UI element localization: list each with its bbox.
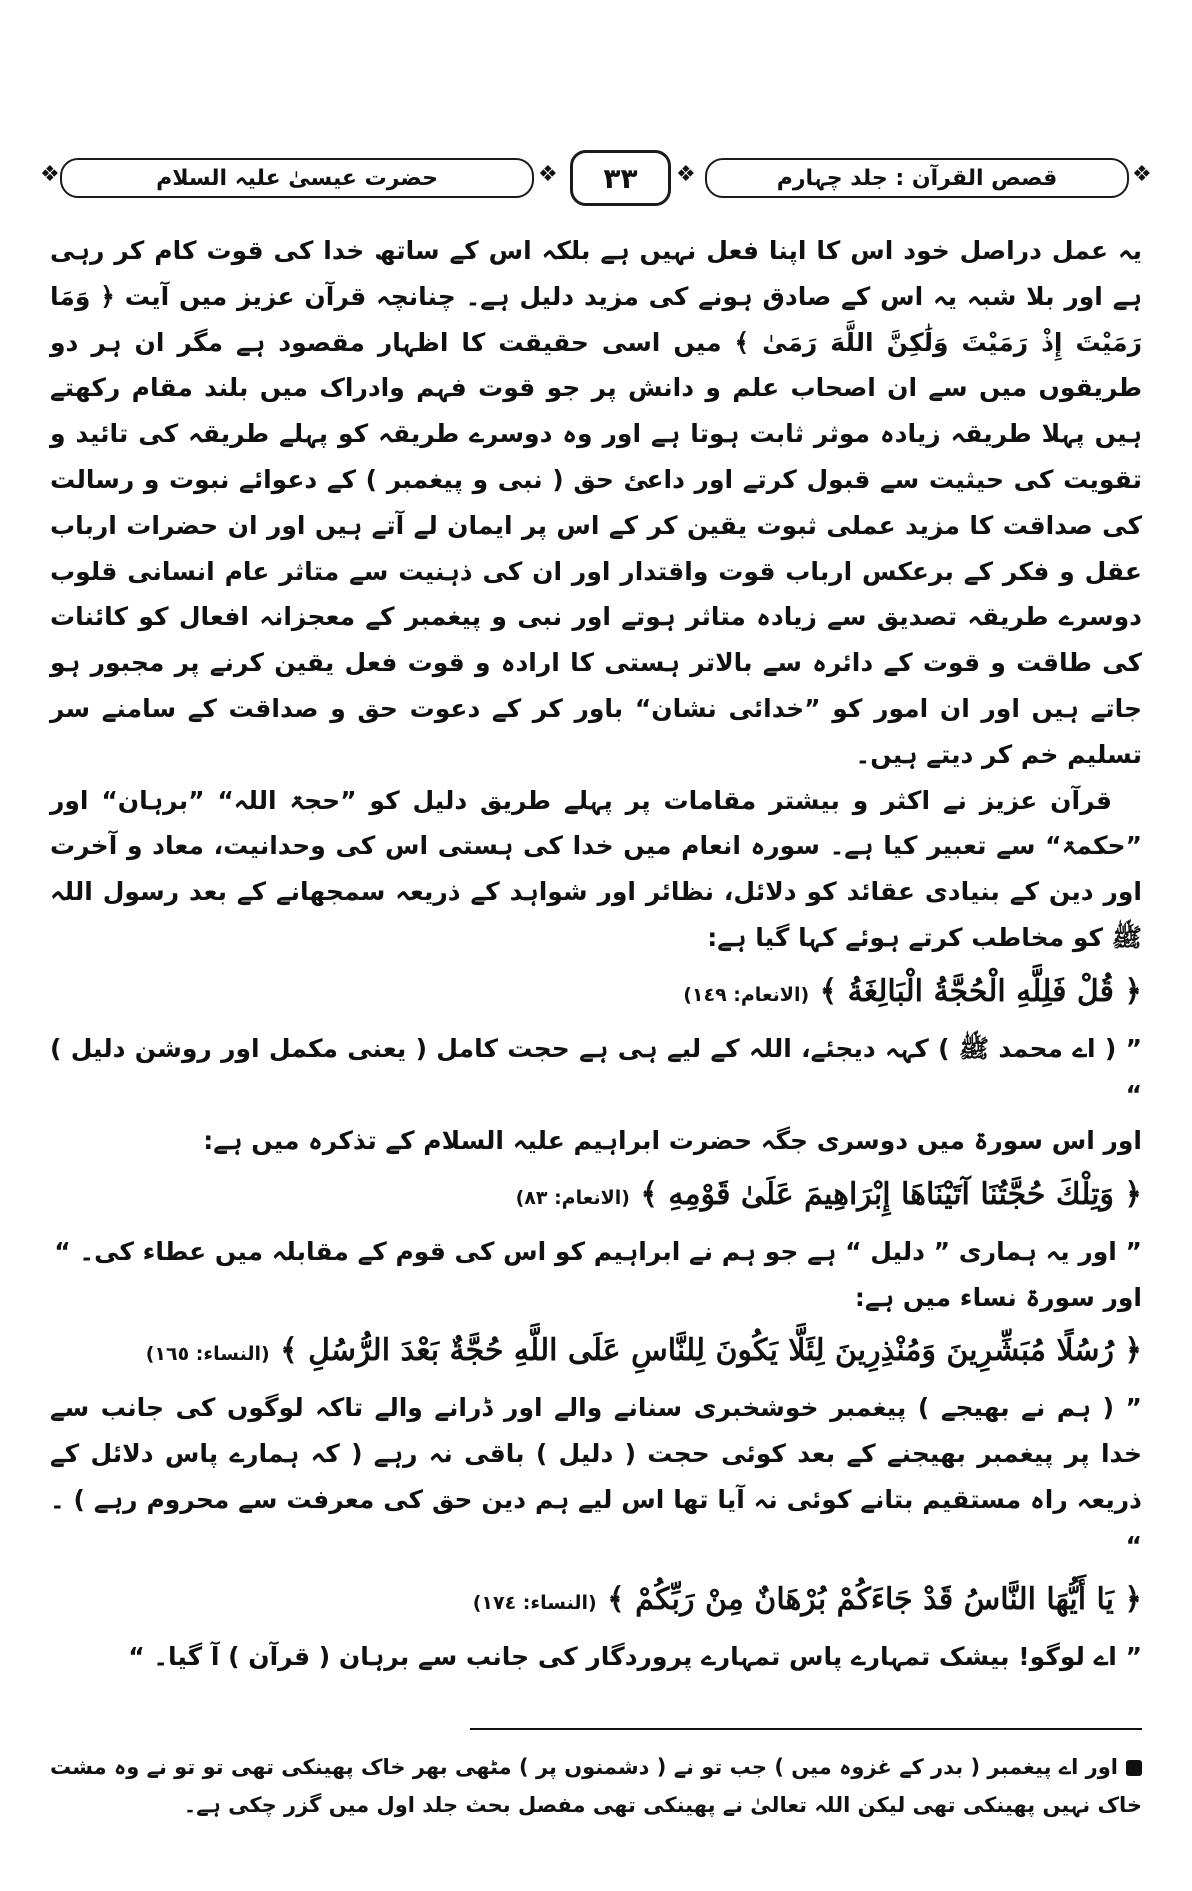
chapter-title: حضرت عیسیٰ علیہ السلام: [60, 158, 534, 198]
verse-translation: ” ( ہم نے بھیجے ) پیغمبر خوشخبری سنانے والے اور ڈرانے والے تاکہ لوگوں کی جانب سے خدا پر پیغمبر بھیجنے کے بعد کوئی حجت ( دلیل ) باقی نہ رہے ( کہ ہمارے پاس دلائل کے ذریعہ راہ مستقیم بتانے کوئی نہ آیا تھا اس لیے ہم دین حق کی معرفت سے محروم رہے ) ۔ “: [50, 1393, 1142, 1561]
ornament-icon: ❖: [538, 162, 558, 187]
ornament-icon: ❖: [40, 162, 60, 187]
body-text: [50, 228, 1142, 1680]
verse-text: ﴿ رُسُلًا مُبَشِّرِينَ وَمُنْذِرِينَ لِئَلَّا يَكُونَ لِلنَّاسِ عَلَى اللَّهِ حُجَّةٌ بَعْدَ الرُّسُلِ ﴾: [280, 1333, 1142, 1369]
footnote-divider: [470, 1728, 1142, 1730]
footnotes: [50, 1748, 1142, 1824]
page-number: ٣٣: [570, 150, 671, 206]
verse-reference: (النساء: ١٦٥): [145, 1343, 270, 1366]
quran-verse: [50, 1320, 1142, 1385]
verse-text: ﴿ قُلْ فَلِلَّهِ الْحُجَّةُ الْبَالِغَةُ ﴾: [819, 973, 1142, 1009]
verse-reference: (الانعام: ١٤٩): [683, 983, 810, 1006]
verse-translation: ” اے لوگو! بیشک تمہارے پاس تمہارے پروردگار کی جانب سے برہان ( قرآن ) آ گیا۔ “: [128, 1642, 1142, 1672]
verse-translation: ” ( اے محمد ﷺ ) کہہ دیجئے، اللہ کے لیے ہی ہے حجت کامل ( یعنی مکمل اور روشن دلیل ) “: [50, 1033, 1142, 1109]
quran-verse: [50, 1164, 1142, 1229]
verse-text: ﴿ وَتِلْكَ حُجَّتُنَا آتَيْنَاهَا إِبْرَاهِيمَ عَلَىٰ قَوْمِهِ ﴾: [640, 1176, 1142, 1212]
verse-reference: (النساء: ١٧٤): [472, 1592, 597, 1615]
quran-verse: [50, 961, 1142, 1026]
page-header: [40, 150, 1152, 202]
quran-verse: [50, 1569, 1142, 1634]
lead-text: اور اس سورۃ میں دوسری جگہ حضرت ابراہیم علیہ السلام کے تذکرہ میں ہے:: [203, 1125, 1142, 1155]
ornament-icon: ❖: [676, 162, 696, 187]
verse-text: ﴿ يَا أَيُّهَا النَّاسُ قَدْ جَاءَكُمْ بُرْهَانٌ مِنْ رَبِّكُمْ ﴾: [607, 1582, 1142, 1618]
book-title: قصص القرآن : جلد چہارم: [705, 158, 1129, 198]
lead-text: اور سورۃ نساء میں ہے:: [854, 1282, 1142, 1312]
paragraph: قرآن عزیز نے اکثر و بیشتر مقامات پر پہلے طریق دلیل کو ”حجۃ اللہ“ ”برہان“ اور ”حکمۃ“ سے تعبیر کیا ہے۔ سورہ انعام میں خدا کی ہستی اس کی وحدانیت، معاد و آخرت اور دین کے بنیادی عقائد کو دلائل، نظائر اور شواہد کے ذریعہ سمجھانے کے بعد رسول اللہ ﷺ کو مخاطب کرتے ہوئے کہا گیا ہے:: [50, 785, 1142, 952]
verse-translation: ” اور یہ ہماری ” دلیل “ ہے جو ہم نے ابراہیم کو اس کی قوم کے مقابلہ میں عطاء کی۔ “: [54, 1236, 1142, 1266]
footnote: [50, 1748, 1142, 1824]
paragraph: یہ عمل دراصل خود اس کا اپنا فعل نہیں ہے بلکہ اس کے ساتھ خدا کی قوت کام کر رہی ہے اور بلا شبہ یہ اس کے صادق ہونے کی مزید دلیل ہے۔ چنانچہ قرآن عزیز میں آیت ﴿ وَمَا رَمَيْتَ إِذْ رَمَيْتَ وَلَٰكِنَّ اللَّهَ رَمَىٰ ﴾ میں اسی حقیقت کا اظہار مقصود ہے مگر ان ہر دو طریقوں میں سے ان اصحاب علم و دانش پر جو قوت فہم وادراک میں بلند مقام رکھتے ہیں پہلا طریقہ زیادہ موثر ثابت ہوتا ہے اور وہ دوسرے طریقہ کو پہلے طریقہ کی تائید و تقویت کی حیثیت سے قبول کرتے اور داعئ حق ( نبی و پیغمبر ) کے دعوائے نبوت و رسالت کی صداقت کا مزید عملی ثبوت یقین کر کے اس پر ایمان لے آتے ہیں اور ان حضرات ارباب عقل و فکر کے برعکس ارباب قوت واقتدار اور ان کی ذہنیت سے متاثر عام انسانی قلوب دوسرے طریقہ تصدیق سے زیادہ متاثر ہوتے اور نبی و پیغمبر کے معجزانہ افعال کو کائنات کی طاقت و قوت کے دائرہ سے بالاتر ہستی کا ارادہ و قوت فعل یقین کرنے پر مجبور ہو جاتے ہیں اور ان امور کو ”خدائی نشان“ باور کر کے دعوت حق و صداقت کے سامنے سر تسلیم خم کر دیتے ہیں۔: [50, 236, 1142, 769]
footnote-marker-icon: [1126, 1760, 1142, 1776]
footnote-text: اور اے پیغمبر ( بدر کے غزوہ میں ) جب تو نے ( دشمنوں پر ) مٹھی بھر خاک پھینکی تھی تو تو نے وہ مشت خاک نہیں پھینکی تھی لیکن اللہ تعالیٰ نے پھینکی تھی مفصل بحث جلد اول میں گزر چکی ہے۔: [50, 1755, 1142, 1817]
verse-reference: (الانعام: ٨٣): [515, 1186, 630, 1209]
ornament-icon: ❖: [1132, 162, 1152, 187]
